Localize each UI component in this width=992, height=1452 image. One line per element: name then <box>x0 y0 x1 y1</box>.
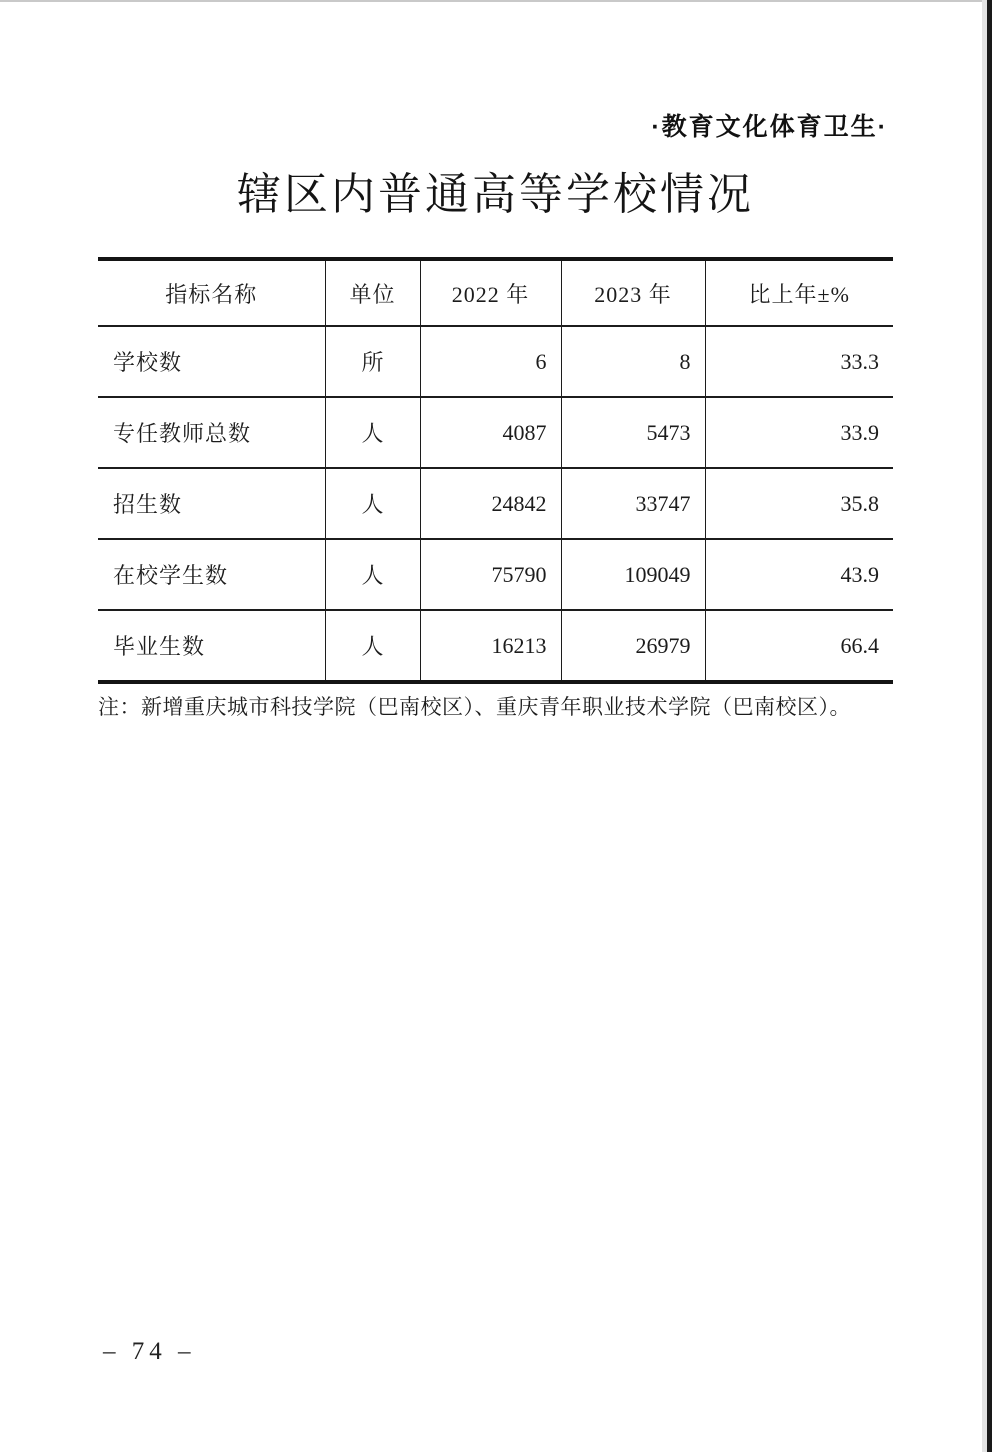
table-row <box>98 397 893 468</box>
table-row <box>98 539 893 610</box>
col-header-unit: 单位 <box>325 259 420 326</box>
cell-change: 33.3 <box>705 326 893 397</box>
col-header-2022: 2022 年 <box>420 259 561 326</box>
page-number: – 74 – <box>103 1338 196 1365</box>
cell-change: 33.9 <box>705 397 893 468</box>
col-header-2023: 2023 年 <box>561 259 705 326</box>
col-header-change: 比上年±% <box>705 259 893 326</box>
col-header-indicator: 指标名称 <box>98 259 325 326</box>
cell-2022: 75790 <box>420 539 561 610</box>
table-note: 注：新增重庆城市科技学院（巴南校区）、重庆青年职业技术学院（巴南校区）。 <box>98 695 851 719</box>
page-title: 辖区内普通高等学校情况 <box>237 170 754 219</box>
cell-2023: 109049 <box>561 539 705 610</box>
scan-top-edge-line <box>0 0 992 2</box>
cell-2022: 6 <box>420 326 561 397</box>
table-row <box>98 610 893 682</box>
cell-unit: 人 <box>325 468 420 539</box>
cell-indicator: 毕业生数 <box>98 610 325 682</box>
cell-indicator: 专任教师总数 <box>98 397 325 468</box>
cell-2023: 8 <box>561 326 705 397</box>
scan-right-edge-strip <box>987 0 992 1452</box>
cell-unit: 人 <box>325 610 420 682</box>
cell-unit: 人 <box>325 539 420 610</box>
cell-2023: 5473 <box>561 397 705 468</box>
cell-change: 43.9 <box>705 539 893 610</box>
cell-2023: 26979 <box>561 610 705 682</box>
cell-change: 66.4 <box>705 610 893 682</box>
table-header-row <box>98 259 893 326</box>
statistics-table <box>98 257 893 684</box>
cell-indicator: 在校学生数 <box>98 539 325 610</box>
cell-2022: 24842 <box>420 468 561 539</box>
cell-2023: 33747 <box>561 468 705 539</box>
table-row <box>98 468 893 539</box>
cell-change: 35.8 <box>705 468 893 539</box>
table-row <box>98 326 893 397</box>
cell-2022: 4087 <box>420 397 561 468</box>
cell-indicator: 学校数 <box>98 326 325 397</box>
cell-2022: 16213 <box>420 610 561 682</box>
cell-unit: 人 <box>325 397 420 468</box>
cell-indicator: 招生数 <box>98 468 325 539</box>
cell-unit: 所 <box>325 326 420 397</box>
section-header: ·教育文化体育卫生· <box>651 113 888 141</box>
